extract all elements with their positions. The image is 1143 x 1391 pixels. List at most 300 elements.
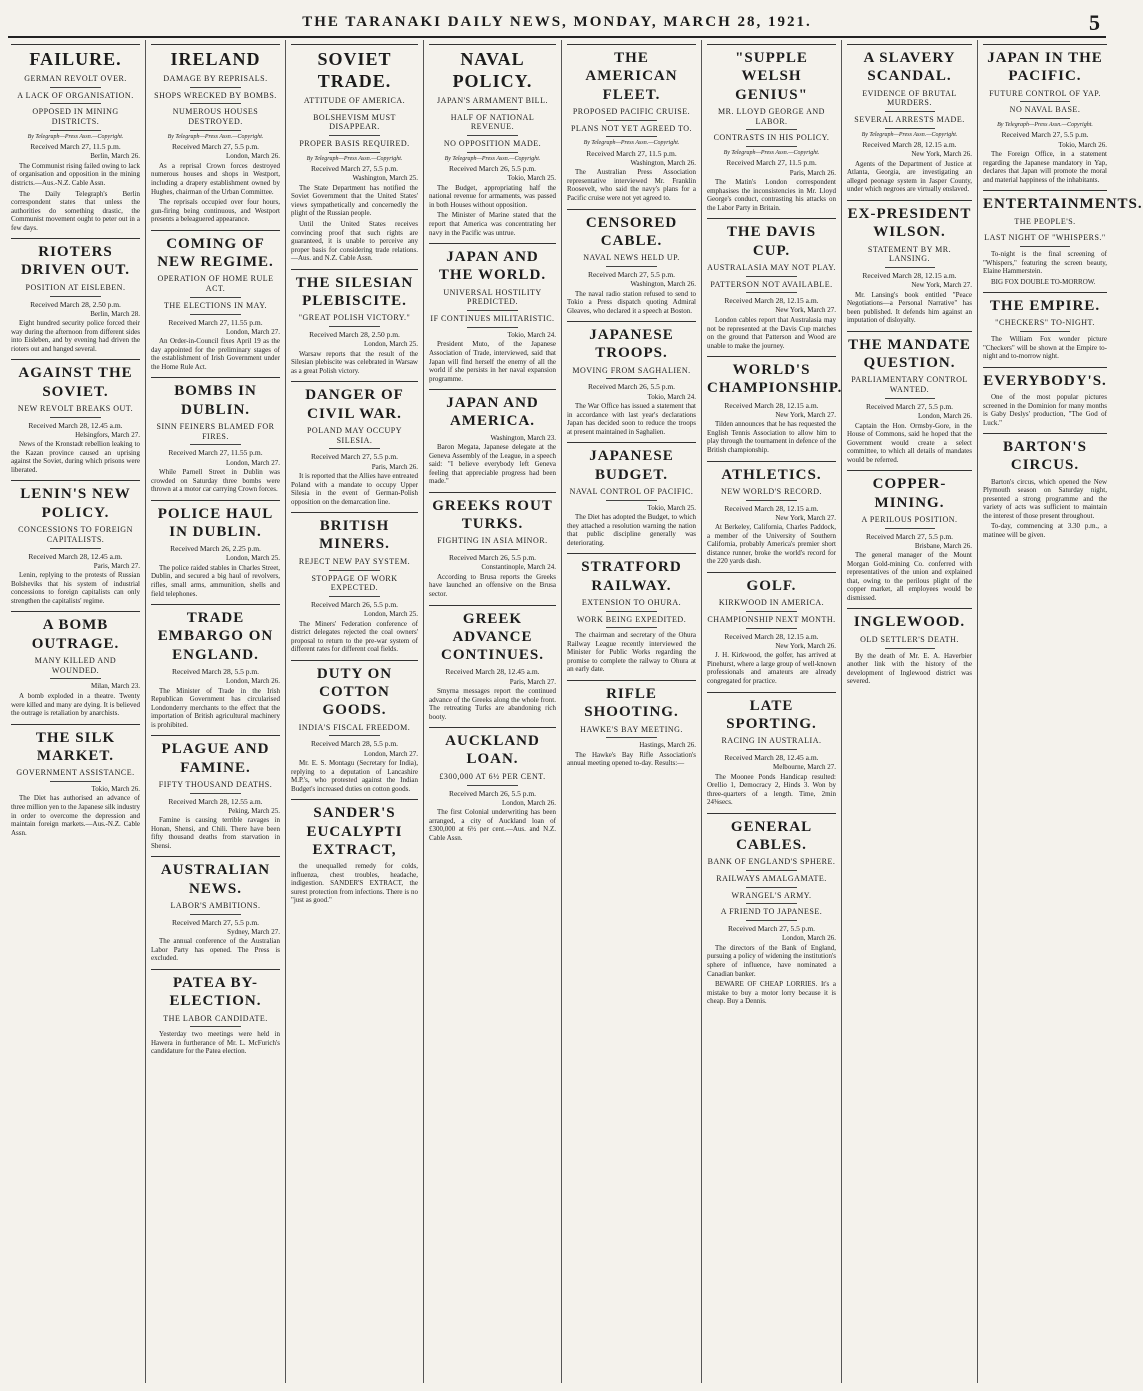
deck-rule	[885, 528, 935, 529]
story-paragraph: The police raided stables in Charles Street, Dublin, and secured a big haul of revolvers, rifles, small arms, ammunition, shells and field telephones.	[151, 563, 280, 598]
story-received: Received March 28, 2.50 p.m.	[309, 330, 400, 340]
story-deck: MOVING FROM SAGHALIEN.	[572, 365, 691, 375]
story-paragraph: The Miners' Federation conference of district delegates rejected the coal owners' proposal to return to the pre-war system of different rates for different coal fields.	[291, 619, 418, 654]
deck-rule	[467, 152, 518, 153]
deck-rule	[190, 793, 242, 794]
story-deck: A PERILOUS POSITION.	[861, 514, 958, 524]
story	[429, 44, 556, 237]
story-deck: EXTENSION TO OHURA.	[581, 597, 682, 607]
story-headline: WORLD'S CHAMPIONSHIP.	[707, 356, 836, 398]
deck-rule	[190, 297, 242, 298]
story-headline: SANDER'S EUCALYPTI EXTRACT,	[291, 799, 418, 859]
deck-rule	[190, 1026, 242, 1027]
deck-rule	[467, 327, 518, 328]
story-deck: FIGHTING IN ASIA MINOR.	[437, 536, 548, 546]
story-paragraph: Captain the Hon. Ormsby-Gore, in the House of Commons, said he hoped that the Government would create a select committee, to which all details of mandates would be referred.	[847, 421, 972, 464]
story-headline: CENSORED CABLE.	[567, 209, 696, 251]
story-dateline: London, March 26.	[501, 798, 556, 807]
story-paragraph: At Berkeley, California, Charles Paddock, a member of the University of Southern California, probably America's premier short distance runner, broke the world's record for the 220 yards dash.	[707, 523, 836, 566]
column-6	[702, 40, 842, 1383]
story-paragraph: To-day, commencing at 3.30 p.m., a matinee will be given.	[983, 522, 1107, 539]
deck-rule	[190, 914, 242, 915]
story-paragraph: As a reprisal Crown forces destroyed numerous houses and shops in Westport, including a drapery establishment owned by Hughes, chairman of the Urban Committee.	[151, 161, 280, 196]
story-deck: STOPPAGE OF WORK EXPECTED.	[311, 573, 398, 593]
story-headline: RIFLE SHOOTING.	[567, 680, 696, 722]
story-dateline: London, March 27.	[363, 749, 418, 758]
story-dateline: Paris, March 27.	[93, 561, 140, 570]
story-paragraph: The annual conference of the Australian Labor Party has opened. The Press is excluded.	[151, 937, 280, 963]
deck-rule	[190, 87, 242, 88]
deck-rule	[746, 146, 798, 147]
story-paragraph: An Order-in-Council fixes April 19 as the day appointed for the preliminary stages of the establishment of Irish Government under the Home Rule Act.	[151, 337, 280, 371]
story-received: Received March 27, 5.5 p.m.	[1001, 130, 1089, 140]
story	[429, 243, 556, 383]
story-headline: IRELAND	[151, 44, 280, 71]
story-received: Received March 26, 5.5 p.m.	[448, 164, 537, 174]
deck-rule	[50, 130, 102, 131]
deck-rule	[50, 781, 102, 782]
story-paragraph: Famine is causing terrible ravages in Honan, Shensi, and Chili. There have been fifty thousand deaths from starvation in Shensi.	[151, 816, 280, 850]
story	[151, 735, 280, 850]
story-deck: PLANS NOT YET AGREED TO.	[570, 123, 693, 133]
story-deck: MR. LLOYD GEORGE AND LABOR.	[718, 106, 825, 126]
story-deck: AUSTRALASIA MAY NOT PLAY.	[707, 262, 836, 272]
story-paragraph: BEWARE OF CHEAP LORRIES. It's a mistake to buy a motor lorry because it is cheap. Buy a Dennis.	[707, 980, 836, 1006]
story-received: Received March 27, 5.5 p.m.	[310, 164, 399, 174]
story-deck: OLD SETTLER'S DEATH.	[860, 634, 959, 644]
story-deck: KIRKWOOD IN AMERICA.	[718, 598, 825, 608]
story-received: Received March 28, 12.55 a.m.	[168, 796, 263, 806]
story-headline: JAPAN AND THE WORLD.	[429, 243, 556, 285]
story-headline: THE AMERICAN FLEET.	[567, 44, 696, 104]
story-deck: £300,000 AT 6½ PER CENT.	[439, 771, 546, 781]
story-headline: THE EMPIRE.	[983, 292, 1107, 315]
story-credit: By Telegraph—Press Assn.—Copyright.	[723, 150, 820, 157]
story-headline: THE SILESIAN PLEBISCITE.	[291, 269, 418, 311]
story-paragraph: The Minister of Marine stated that the report that America was concentrating her navy in the Pacific was untrue.	[429, 211, 556, 237]
story-headline: JAPAN AND AMERICA.	[429, 389, 556, 431]
story	[983, 433, 1107, 539]
deck-rule	[746, 749, 798, 750]
story-paragraph: The Budget, appropriating half the national revenue for armaments, was passed in both Houses without opposition.	[429, 183, 556, 209]
story-paragraph: The Diet has authorised an advance of three million yen to the Japanese silk industry in order to overcome the depression and maintain foreign markets.—Aus.-N.Z. Cable Assn.	[11, 794, 140, 837]
deck-rule	[1020, 246, 1070, 247]
story-deck: THE LABOR CANDIDATE.	[163, 1013, 268, 1023]
story-headline: GREEK ADVANCE CONTINUES.	[429, 605, 556, 665]
story-paragraph: The Matin's London correspondent emphasises the inconsistencies in Mr. Lloyd George's conduct, contrasting his attacks on the Labor Party in Britain.	[707, 178, 836, 212]
story-headline: INGLEWOOD.	[847, 608, 972, 631]
deck-rule	[606, 120, 658, 121]
story-dateline: Washington, March 26.	[630, 158, 696, 167]
story-dateline: New York, March 27.	[775, 513, 836, 522]
column-3	[286, 40, 424, 1383]
story-paragraph: President Muto, of the Japanese Association of Trade, interviewed, said that Japan will find herself the enemy of all the world if she persists in her naval expansion programme.	[429, 340, 556, 383]
story-headline: LENIN'S NEW POLICY.	[11, 480, 140, 522]
story-deck: BANK OF ENGLAND'S SPHERE.	[707, 857, 836, 867]
story-headline: AGAINST THE SOVIET.	[11, 359, 140, 401]
story-headline: COPPER-MINING.	[847, 470, 972, 512]
story-deck: CONCESSIONS TO FOREIGN CAPITALISTS.	[18, 525, 133, 544]
story-headline: TRADE EMBARGO ON ENGLAND.	[151, 604, 280, 664]
story	[707, 813, 836, 1006]
story-paragraph: The Hawke's Bay Rifle Association's annual meeting opened to-day. Results:—	[567, 750, 696, 768]
story	[983, 44, 1107, 184]
story-deck: A LACK OF ORGANISATION.	[17, 90, 134, 100]
story-paragraph: News of the Kronstadt rebellion leaking to the Kazan province caused an uprising against the Soviet, during which prisons were liberated.	[11, 440, 140, 474]
story-received: Received March 27, 5.5 p.m.	[865, 401, 954, 411]
story	[291, 799, 418, 905]
story-received: Received March 28, 12.45 a.m.	[445, 667, 540, 677]
story	[707, 572, 836, 686]
story-deck: NUMEROUS HOUSES DESTROYED.	[172, 107, 259, 127]
story-dateline: Helsingfors, March 27.	[75, 430, 140, 439]
story-deck: PROPOSED PACIFIC CRUISE.	[572, 106, 691, 116]
story-paragraph: Tilden announces that he has requested the English Tennis Association to allow him to play through the tournament in defence of the British championship.	[707, 420, 836, 454]
story-dateline: Tokio, March 26.	[91, 784, 140, 793]
story	[983, 367, 1107, 427]
story	[151, 969, 280, 1056]
story-dateline: London, March 27.	[225, 327, 280, 336]
story-deck: JAPAN'S ARMAMENT BILL.	[437, 95, 548, 105]
story-received: Received March 28, 12.15 a.m.	[724, 296, 819, 306]
story-paragraph: The Australian Press Association representative interviewed Mr. Franklin Roosevelt, who said the navy's plans for a Pacific cruise were not yet agreed to.	[567, 168, 696, 202]
column-2	[146, 40, 286, 1383]
deck-rule	[885, 128, 935, 129]
story-paragraph: The War Office has issued a statement that in accordance with last year's declarations Japan has decided soon to reduce the troops at present maintained in Saghalien.	[567, 402, 696, 436]
story-deck: WORK BEING EXPEDITED.	[576, 614, 687, 624]
deck-rule	[467, 135, 518, 136]
story-deck: THE ELECTIONS IN MAY.	[164, 300, 267, 310]
masthead-title: THE TARANAKI DAILY NEWS, MONDAY, MARCH 28, 1921.	[302, 14, 812, 30]
story-headline: JAPAN IN THE PACIFIC.	[983, 44, 1107, 86]
story-deck: NAVAL CONTROL OF PACIFIC.	[569, 486, 694, 496]
deck-rule	[746, 920, 798, 921]
story-paragraph: The William Fox wonder picture "Checkers" will be shown at the Empire to-night and to-morrow night.	[983, 335, 1107, 361]
story-dateline: Paris, March 26.	[371, 462, 418, 471]
deck-rule	[329, 135, 380, 136]
story-dateline: London, March 26.	[781, 934, 836, 943]
story-paragraph: Smyrna messages report the continued advance of the Greeks along the whole front. The retreating Turks are abandoning rich booty.	[429, 687, 556, 721]
story	[567, 553, 696, 674]
story-dateline: London, March 27.	[225, 458, 280, 467]
story-deck: OPERATION OF HOME RULE ACT.	[157, 274, 274, 293]
deck-rule	[746, 129, 798, 130]
story	[11, 611, 140, 717]
story	[11, 359, 140, 474]
deck-rule	[606, 737, 658, 738]
story-paragraph: Baron Megata, Japanese delegate at the Geneva Assembly of the League, in a speech said: "I believe everybody left Geneva feeling that appreciable progress had been made."	[429, 443, 556, 486]
story-dateline: Tokio, March 26.	[1058, 140, 1107, 149]
story-dateline: London, March 26.	[917, 412, 972, 421]
story-headline: JAPANESE BUDGET.	[567, 442, 696, 484]
story-headline: STRATFORD RAILWAY.	[567, 553, 696, 595]
deck-rule	[50, 87, 102, 88]
story	[847, 44, 972, 194]
story-deck: THE PEOPLE'S.	[1014, 216, 1076, 226]
story-dateline: Constantinople, March 24.	[481, 563, 556, 572]
story-deck: IF CONTINUES MILITARISTIC.	[430, 314, 555, 324]
deck-rule	[50, 678, 102, 679]
story-paragraph: One of the most popular pictures screened in the Dominion for many months is Gaby Deslys' production, "The God of Luck."	[983, 393, 1107, 427]
story-headline: DANGER OF CIVIL WAR.	[291, 381, 418, 423]
story-paragraph: London cables report that Australasia may not be represented at the Davis Cup matches on the ground that Patterson and Wood are unable to make the journey.	[707, 316, 836, 350]
story-headline: RIOTERS DRIVEN OUT.	[11, 238, 140, 280]
story-credit: By Telegraph—Press Assn.—Copyright.	[306, 155, 403, 162]
story-received: Received March 28, 12.15 a.m.	[862, 271, 957, 281]
story-dateline: New York, March 26.	[775, 641, 836, 650]
story	[847, 200, 972, 325]
deck-rule	[606, 611, 658, 612]
story-deck: OPPOSED IN MINING DISTRICTS.	[32, 107, 119, 127]
story-paragraph: The Moonee Ponds Handicap resulted: Orellio 1, Democracy 2, Hinds 3. Won by three-quarters of a length. Time, 2min 24⅜secs.	[707, 772, 836, 807]
deck-rule	[467, 310, 518, 311]
story	[847, 470, 972, 602]
story-dateline: Washington, March 25.	[352, 174, 418, 183]
deck-rule	[606, 627, 658, 628]
deck-rule	[329, 735, 380, 736]
story-credit: By Telegraph—Press Assn.—Copyright.	[27, 133, 124, 140]
column-5	[562, 40, 702, 1383]
story-deck: "GREAT POLISH VICTORY."	[298, 313, 411, 323]
story-received: Received March 28, 5.5 p.m.	[310, 739, 399, 749]
story-headline: THE MANDATE QUESTION.	[847, 331, 972, 373]
story-deck: DAMAGE BY REPRISALS.	[163, 73, 268, 83]
story-headline: EX-PRESIDENT WILSON.	[847, 200, 972, 242]
story-headline: ENTERTAINMENTS.	[983, 190, 1107, 213]
story	[983, 190, 1143, 286]
story	[567, 442, 696, 547]
story	[429, 389, 556, 486]
story	[983, 292, 1107, 361]
story-dateline: New York, March 26.	[911, 150, 972, 159]
story-dateline: Hastings, March 26.	[639, 741, 696, 750]
story-deck: PATTERSON NOT AVAILABLE.	[710, 279, 833, 289]
deck-rule	[467, 549, 518, 550]
story-dateline: Washington, March 23.	[490, 433, 556, 442]
deck-rule	[606, 378, 658, 379]
deck-rule	[467, 785, 518, 786]
story-dateline: Paris, March 26.	[789, 168, 836, 177]
story-credit: By Telegraph—Press Assn.—Copyright.	[861, 131, 958, 138]
story-dateline: London, March 26.	[225, 677, 280, 686]
story-credit: By Telegraph—Press Assn.—Copyright.	[997, 122, 1093, 129]
story-deck: NEW REVOLT BREAKS OUT.	[17, 403, 134, 413]
story	[11, 724, 140, 838]
story	[707, 356, 843, 454]
story-received: Received March 28, 12.45 a.m.	[724, 752, 819, 762]
deck-rule	[329, 326, 380, 327]
story	[151, 604, 280, 729]
deck-rule	[746, 292, 798, 293]
story-paragraph: The first Colonial underwriting has been arranged, a city of Auckland loan of £300,000 at 6½ per cent.—Aus. and N.Z. Cable Assn.	[429, 808, 556, 842]
deck-rule	[746, 500, 798, 501]
story-deck: RAILWAYS AMALGAMATE.	[716, 873, 827, 883]
story-deck: A FRIEND TO JAPANESE.	[720, 907, 823, 917]
story	[11, 44, 140, 232]
story-dateline: Berlin, March 26.	[90, 152, 140, 161]
story-headline: AUCKLAND LOAN.	[429, 727, 556, 769]
story-received: Received March 27, 11.5 p.m.	[726, 158, 817, 168]
story	[567, 44, 696, 203]
story-deck: RACING IN AUSTRALIA.	[721, 736, 822, 746]
story-received: Received March 27, 5.5 p.m.	[727, 924, 816, 934]
column-8	[978, 40, 1143, 1383]
story-deck: POSITION AT EISLEBEN.	[25, 282, 126, 292]
story-paragraph: To-night is the final screening of "Whispers," featuring the screen beauty, Elaine Hammerstein.	[983, 250, 1107, 276]
column-4	[424, 40, 562, 1383]
deck-rule	[746, 611, 798, 612]
story-dateline: Milan, March 23.	[91, 682, 140, 691]
story-deck: WRANGEL'S ARMY.	[731, 890, 812, 900]
story-deck: MANY KILLED AND WOUNDED.	[34, 655, 117, 675]
story-headline: PATEA BY-ELECTION.	[151, 969, 280, 1011]
story-headline: GREEKS ROUT TURKS.	[429, 492, 556, 534]
story-deck: NO OPPOSITION MADE.	[443, 139, 542, 149]
story-headline: AUSTRALIAN NEWS.	[151, 856, 280, 898]
story	[707, 44, 836, 212]
story-paragraph: Agents of the Department of Justice at Atlanta, Georgia, are investigating an alleged peonage system in Jasper County, under which negroes are virtually enslaved.	[847, 159, 972, 194]
story	[567, 321, 696, 436]
story-paragraph: By the death of Mr. E. A. Haverbier another link with the history of the development of Inglewood district was severed.	[847, 651, 972, 686]
story-deck: HALF OF NATIONAL REVENUE.	[450, 112, 535, 132]
story-paragraph: The State Department has notified the Soviet Government that the United States' views sympathetically and concernedly the plight of the Russian people.	[291, 183, 418, 218]
deck-rule	[606, 136, 658, 137]
story-headline: BARTON'S CIRCUS.	[983, 433, 1107, 475]
story-headline: LATE SPORTING.	[707, 692, 836, 734]
story-dateline: Berlin, March 28.	[90, 309, 140, 318]
story-dateline: Washington, March 26.	[630, 279, 696, 288]
deck-rule	[50, 296, 102, 297]
story-deck: ATTITUDE OF AMERICA.	[303, 95, 406, 105]
story-dateline: Tokio, March 24.	[507, 330, 556, 339]
deck-rule	[329, 109, 380, 110]
story-paragraph: The chairman and secretary of the Ohura Railway League recently interviewed the Minister for Public Works regarding the promise to complete the railway to Ohura at an early date.	[567, 631, 696, 674]
story-received: Received March 27, 5.5 p.m.	[865, 531, 954, 541]
story	[291, 660, 418, 793]
story-paragraph: While Parnell Street in Dublin was crowded on Saturday three bombs were thrown at a motor car carrying Crown forces.	[151, 468, 280, 494]
story	[151, 500, 280, 598]
story-paragraph: The Daily Telegraph's Berlin correspondent states that unless the authorities do something drastic, the Communist movement ought to peter out in a few days.	[11, 189, 140, 232]
story-headline: ATHLETICS.	[707, 461, 836, 484]
story-credit: By Telegraph—Press Assn.—Copyright.	[583, 140, 680, 147]
story-paragraph: The Diet has adopted the Budget, to which they attached a resolution warning the nation that public discipline generally was deteriorating.	[567, 513, 696, 547]
story-deck: PARLIAMENTARY CONTROL WANTED.	[851, 375, 968, 395]
story	[429, 605, 556, 722]
story-received: Received March 27, 11.55 p.m.	[168, 317, 263, 327]
story-dateline: New York, March 27.	[775, 306, 836, 315]
story	[707, 461, 836, 566]
deck-rule	[329, 448, 380, 449]
story-credit: By Telegraph—Press Assn.—Copyright.	[167, 133, 264, 140]
story-deck: GERMAN REVOLT OVER.	[24, 73, 127, 83]
story	[847, 608, 972, 685]
story-headline: GENERAL CABLES.	[707, 813, 836, 855]
story-paragraph: Until the United States receives convincing proof that such rights are guaranteed, it is unable to perceive any proper basis for considering trade relations.—Aus. and N.Z. Cable Assn.	[291, 220, 418, 263]
story-received: Received March 28, 12.15 a.m.	[724, 631, 819, 641]
masthead-rule	[8, 36, 1106, 38]
story-headline: EVERYBODY'S.	[983, 367, 1107, 390]
story	[291, 381, 418, 506]
story	[291, 512, 418, 654]
story-headline: BRITISH MINERS.	[291, 512, 418, 554]
story-received: Received March 27, 5.5 p.m.	[310, 452, 399, 462]
story-headline: DUTY ON COTTON GOODS.	[291, 660, 418, 720]
story-dateline: Melbourne, March 27.	[773, 762, 836, 771]
story-paragraph: Warsaw reports that the result of the Silesian plebiscite was celebrated in Warsaw as a great Polish victory.	[291, 349, 418, 375]
story-headline: PLAGUE AND FAMINE.	[151, 735, 280, 777]
story	[567, 680, 696, 768]
deck-rule	[746, 870, 798, 871]
deck-rule	[190, 103, 242, 104]
story-paragraph: The general manager of the Mount Morgan Gold-mining Co. conferred with representatives of the union and explained that, owing to the perilous plight of the copper market, all employees would be dismissed.	[847, 551, 972, 602]
story	[11, 238, 140, 353]
story-received: Received March 27, 5.5 p.m.	[171, 917, 260, 927]
story	[291, 269, 418, 376]
story-dateline: Brisbane, March 26.	[914, 541, 972, 550]
deck-rule	[50, 417, 102, 418]
deck-rule	[329, 570, 380, 571]
story-paragraph: the unequalled remedy for colds, influenza, chest troubles, headache, indigestion. SANDER'S EXTRACT, the surest protection from infections. There is no "just as good."	[291, 862, 418, 905]
deck-rule	[467, 109, 518, 110]
story-deck: LABOR'S AMBITIONS.	[170, 901, 261, 910]
story-paragraph: It is reported that the Allies have entreated Poland with a mandate to occupy Upper Silesia in the event of German-Polish opposition on the demarcation line.	[291, 472, 418, 506]
story-received: Received March 26, 5.5 p.m.	[448, 553, 537, 563]
story-paragraph: Mr. E. S. Montagu (Secretary for India), replying to a deputation of Lancashire M.P.'s, who protested against the Indian Budget's increased duties on cotton goods.	[291, 759, 418, 793]
story-dateline: London, March 25.	[225, 554, 280, 563]
column-7	[842, 40, 978, 1383]
story-paragraph: Lenin, replying to the protests of Russian Bolsheviks that his system of industrial concessions to foreign capitalists can only strengthen the capitalists' regime.	[11, 571, 140, 605]
story	[151, 856, 280, 963]
story-received: Received March 28, 12.15 a.m.	[862, 140, 957, 150]
story-paragraph: Eight hundred security police forced their way during the afternoon from different sides into Eisleben, and by evening had driven the rioters out and hanged several.	[11, 319, 140, 353]
story-headline: THE DAVIS CUP.	[707, 218, 836, 260]
deck-rule	[190, 314, 242, 315]
story-headline: THE SILK MARKET.	[11, 724, 140, 766]
deck-rule	[329, 152, 380, 153]
story-dateline: New York, March 27.	[775, 410, 836, 419]
story	[11, 480, 140, 605]
deck-rule	[746, 276, 798, 277]
story-credit: By Telegraph—Press Assn.—Copyright.	[444, 155, 541, 162]
story-deck: BOLSHEVISM MUST DISAPPEAR.	[313, 112, 396, 132]
story-headline: JAPANESE TROOPS.	[567, 321, 696, 363]
story-deck: INDIA'S FISCAL FREEDOM.	[298, 722, 411, 732]
story-dateline: London, March 25.	[363, 610, 418, 619]
story-received: Received March 27, 11.5 p.m.	[586, 148, 677, 158]
deck-rule	[1020, 229, 1070, 230]
story-deck: NAVAL NEWS HELD UP.	[583, 253, 680, 263]
story-dateline: Tokio, March 25.	[647, 503, 696, 512]
story-deck: "CHECKERS" TO-NIGHT.	[995, 318, 1095, 328]
story-deck: FIFTY THOUSAND DEATHS.	[158, 779, 273, 789]
story-received: Received March 26, 5.5 p.m.	[587, 382, 676, 392]
story-dateline: New York, March 27.	[911, 281, 972, 290]
story-deck: CHAMPIONSHIP NEXT MONTH.	[707, 614, 836, 624]
story-received: Received March 26, 5.5 p.m.	[310, 600, 399, 610]
story-headline: "SUPPLE WELSH GENIUS"	[707, 44, 836, 104]
story-dateline: Sydney, March 27.	[227, 927, 280, 936]
story-paragraph: The Communist rising failed owing to lack of organisation and opposition in the mining districts.—Aus.-N.Z. Cable Assn.	[11, 161, 140, 187]
story-received: Received March 28, 2.50 p.m.	[30, 299, 121, 309]
story-dateline: Tokio, March 25.	[507, 174, 556, 183]
deck-rule	[885, 648, 935, 649]
story-received: Received March 28, 12.45 a.m.	[28, 420, 123, 430]
story	[291, 44, 418, 263]
deck-rule	[606, 500, 658, 501]
story-paragraph: Barton's circus, which opened the New Plymouth season on Saturday night, presented a strong programme and the variety of acts was sufficient to maintain the interest of those present throughout.	[983, 477, 1107, 520]
story-paragraph: BIG FOX DOUBLE TO-MORROW.	[991, 277, 1096, 286]
deck-rule	[1020, 118, 1070, 119]
